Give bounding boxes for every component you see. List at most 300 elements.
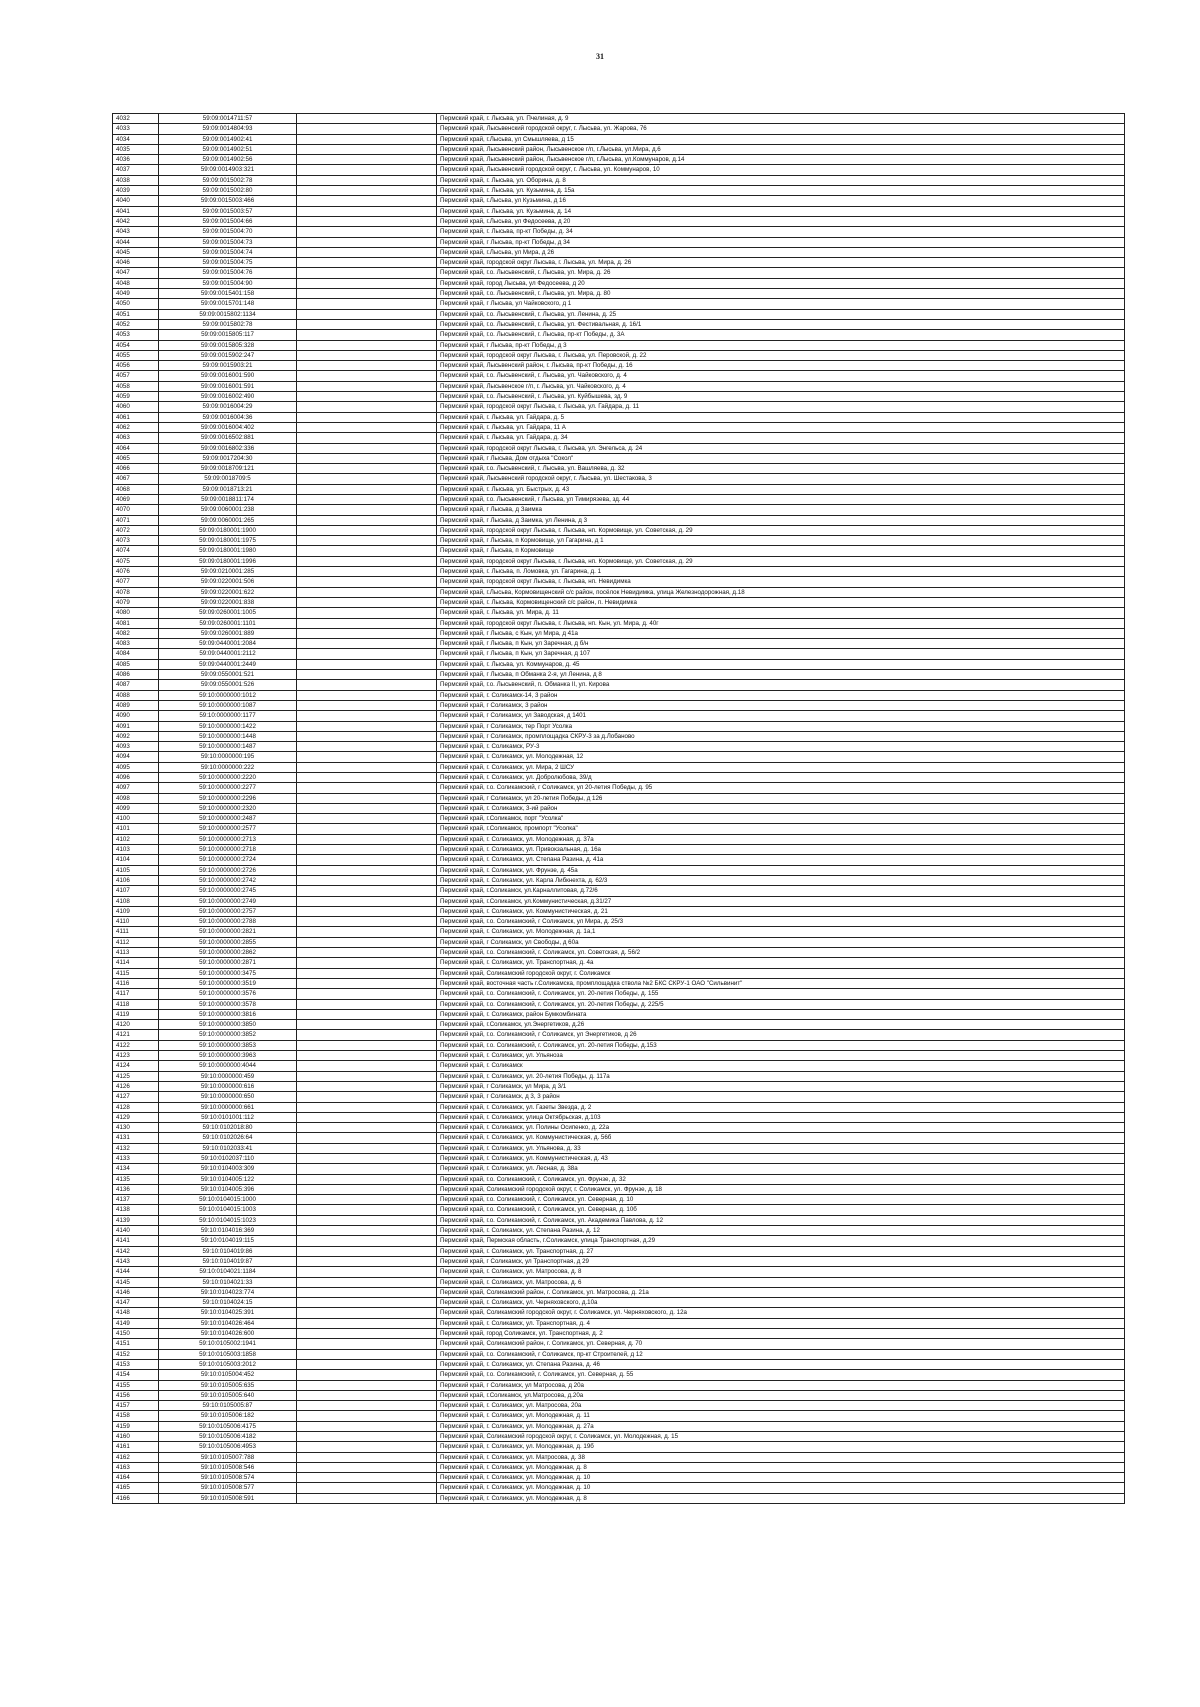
- row-number: 4067: [113, 474, 159, 484]
- address: Пермский край, г. Соликамск, улица Октябрьская, д.103: [437, 1112, 1125, 1122]
- table-row: [113, 896, 1125, 906]
- table-row: [113, 1205, 1125, 1215]
- table-row: [113, 1143, 1125, 1153]
- table-row: [113, 1318, 1125, 1328]
- table-row: [113, 1277, 1125, 1287]
- row-number: 4094: [113, 752, 159, 762]
- address: Пермский край, Лысьвенский район, Лысьвенское г/п, г.Лысьва, ул.Мира, д.6: [437, 144, 1125, 154]
- address: Пермский край, г.Лысьва, ул Смышляева, д 15: [437, 134, 1125, 144]
- row-number: 4071: [113, 515, 159, 525]
- address: Пермский край, г. Лысьва, ул. Оборина, д. 8: [437, 175, 1125, 185]
- address: Пермский край, г. Соликамск-14, 3 район: [437, 690, 1125, 700]
- table-row: [113, 618, 1125, 628]
- cadastral-number: 59:10:0000000:1087: [159, 700, 297, 710]
- row-number: 4158: [113, 1411, 159, 1421]
- table-row: [113, 392, 1125, 402]
- row-number: 4057: [113, 371, 159, 381]
- table-row: [113, 412, 1125, 422]
- cadastral-number: 59:09:0015004:90: [159, 278, 297, 288]
- empty-cell: [297, 1287, 437, 1297]
- table-row: [113, 1195, 1125, 1205]
- address: Пермский край, г. Соликамск, ул. Молодежная, д. 8: [437, 1493, 1125, 1503]
- cadastral-number: 59:10:0000000:1422: [159, 721, 297, 731]
- cadastral-number: 59:09:0016004:36: [159, 412, 297, 422]
- row-number: 4135: [113, 1174, 159, 1184]
- table-row: [113, 1256, 1125, 1266]
- table-row: [113, 1030, 1125, 1040]
- address: Пермский край, г.о. Соликамский, г Соликамск, ул Энергетиков, д 26: [437, 1030, 1125, 1040]
- empty-cell: [297, 515, 437, 525]
- page-number: 31: [596, 52, 604, 61]
- table-row: [113, 783, 1125, 793]
- row-number: 4102: [113, 834, 159, 844]
- cadastral-number: 59:10:0105006:4953: [159, 1442, 297, 1452]
- empty-cell: [297, 1339, 437, 1349]
- empty-cell: [297, 278, 437, 288]
- address: Пермский край, г.о. Соликамский, г. Соликамск, ул. Фрунзе, д. 32: [437, 1174, 1125, 1184]
- address: Пермский край, г. Соликамск, ул. Молодежная, д. 27а: [437, 1421, 1125, 1431]
- cadastral-number: 59:10:0104015:1003: [159, 1205, 297, 1215]
- address: Пермский край, г.Соликамск, ул.Матросова, д.20а: [437, 1390, 1125, 1400]
- empty-cell: [297, 1215, 437, 1225]
- address: Пермский край, г Соликамск, ул 20-летия Победы, д 126: [437, 793, 1125, 803]
- row-number: 4063: [113, 433, 159, 443]
- cadastral-number: 59:09:0180001:1980: [159, 546, 297, 556]
- cadastral-number: 59:10:0000000:3853: [159, 1040, 297, 1050]
- empty-cell: [297, 556, 437, 566]
- empty-cell: [297, 1112, 437, 1122]
- table-row: [113, 989, 1125, 999]
- address: Пермский край, г Лысьва, с Кын, ул Мира, д 41а: [437, 628, 1125, 638]
- address: Пермский край, г.Соликамск, ул.Карналлитовая, д.72/6: [437, 886, 1125, 896]
- empty-cell: [297, 1256, 437, 1266]
- empty-cell: [297, 1483, 437, 1493]
- row-number: 4151: [113, 1339, 159, 1349]
- cadastral-number: 59:10:0105005:87: [159, 1401, 297, 1411]
- empty-cell: [297, 958, 437, 968]
- address: Пермский край, г. Соликамск, ул. Транспортная, д. 4а: [437, 958, 1125, 968]
- table-row: [113, 906, 1125, 916]
- empty-cell: [297, 917, 437, 927]
- cadastral-number: 59:09:0014902:41: [159, 134, 297, 144]
- row-number: 4058: [113, 381, 159, 391]
- address: Пермский край, городской округ Лысьва, г. Лысьва, нп. Невидимка: [437, 577, 1125, 587]
- cadastral-number: 59:10:0000000:2757: [159, 906, 297, 916]
- table-row: [113, 865, 1125, 875]
- address: Пермский край, г. Лысьва, ул. Гайдара, 11 А: [437, 422, 1125, 432]
- address: Пермский край, Соликамский городской округ, г. Соликамск, ул. Молодежная, д. 15: [437, 1432, 1125, 1442]
- address: Пермский край, г.о. Соликамский, г. Соликамск, ул. Северная, д. 55: [437, 1370, 1125, 1380]
- table-row: [113, 855, 1125, 865]
- row-number: 4035: [113, 144, 159, 154]
- address: Пермский край, г. Соликамск, ул. Фрунзе, д. 45а: [437, 865, 1125, 875]
- empty-cell: [297, 412, 437, 422]
- cadastral-number: 59:10:0105008:591: [159, 1493, 297, 1503]
- address: Пермский край, Лысьвенский район, г. Лысьва, пр-кт Победы, д. 16: [437, 361, 1125, 371]
- row-number: 4032: [113, 114, 159, 124]
- cadastral-number: 59:10:0000000:222: [159, 762, 297, 772]
- address: Пермский край, г. Соликамск, ул. Коммунистическая, д. 56б: [437, 1133, 1125, 1143]
- empty-cell: [297, 474, 437, 484]
- address: Пермский край, г. Соликамск: [437, 1061, 1125, 1071]
- cadastral-number: 59:09:0018709:121: [159, 464, 297, 474]
- address: Пермский край, городской округ Лысьва, г. Лысьва, ул. Энгельса, д. 24: [437, 443, 1125, 453]
- address: Пермский край, г Лысьва, п Кын, ул Заречная, д 107: [437, 649, 1125, 659]
- row-number: 4042: [113, 216, 159, 226]
- table-row: [113, 1390, 1125, 1400]
- row-number: 4139: [113, 1215, 159, 1225]
- cadastral-number: 59:09:0014711:57: [159, 114, 297, 124]
- empty-cell: [297, 814, 437, 824]
- table-row: [113, 628, 1125, 638]
- address: Пермский край, г.о. Соликамский, г. Соликамск, ул. Северная, д. 10: [437, 1195, 1125, 1205]
- empty-cell: [297, 783, 437, 793]
- row-number: 4065: [113, 453, 159, 463]
- row-number: 4137: [113, 1195, 159, 1205]
- row-number: 4096: [113, 773, 159, 783]
- row-number: 4051: [113, 309, 159, 319]
- cadastral-number: 59:10:0104019:115: [159, 1236, 297, 1246]
- table-row: [113, 134, 1125, 144]
- row-number: 4160: [113, 1432, 159, 1442]
- address: Пермский край, Соликамский район, г. Соликамск, ул. Матросова, д. 21а: [437, 1287, 1125, 1297]
- empty-cell: [297, 875, 437, 885]
- table-row: [113, 845, 1125, 855]
- cadastral-number: 59:10:0000000:3850: [159, 1020, 297, 1030]
- empty-cell: [297, 1277, 437, 1287]
- empty-cell: [297, 165, 437, 175]
- table-row: [113, 1298, 1125, 1308]
- address: Пермский край, городской округ Лысьва, г. Лысьва, ул. Мира, д. 26: [437, 258, 1125, 268]
- empty-cell: [297, 906, 437, 916]
- row-number: 4064: [113, 443, 159, 453]
- empty-cell: [297, 175, 437, 185]
- empty-cell: [297, 886, 437, 896]
- cadastral-number: 59:10:0104023:774: [159, 1287, 297, 1297]
- empty-cell: [297, 762, 437, 772]
- address: Пермский край, г.о. Лысьвенский, г Лысьва, ул Тимирязева, зд. 44: [437, 494, 1125, 504]
- empty-cell: [297, 392, 437, 402]
- table-row: [113, 608, 1125, 618]
- table-row: [113, 1432, 1125, 1442]
- row-number: 4085: [113, 659, 159, 669]
- cadastral-number: 59:09:0015401:158: [159, 289, 297, 299]
- address: Пермский край, г Соликамск, д 3, 3 район: [437, 1092, 1125, 1102]
- address: Пермский край, г. Лысьва, ул. Мира, д. 11: [437, 608, 1125, 618]
- empty-cell: [297, 443, 437, 453]
- table-row: [113, 268, 1125, 278]
- row-number: 4044: [113, 237, 159, 247]
- table-row: [113, 525, 1125, 535]
- address: Пермский край, городской округ Лысьва, г. Лысьва, нп. Кормовище, ул. Советская, д. 29: [437, 525, 1125, 535]
- address: Пермский край, г.Лысьва, ул Мира, д 26: [437, 247, 1125, 257]
- cadastral-number: 59:10:0000000:2277: [159, 783, 297, 793]
- cadastral-number: 59:10:0104019:86: [159, 1246, 297, 1256]
- empty-cell: [297, 494, 437, 504]
- address: Пермский край, г. Лысьва, пр-кт Победы, д. 34: [437, 227, 1125, 237]
- empty-cell: [297, 237, 437, 247]
- table-row: [113, 711, 1125, 721]
- cadastral-number: 59:10:0104003:309: [159, 1164, 297, 1174]
- cadastral-number: 59:09:0015004:66: [159, 216, 297, 226]
- cadastral-number: 59:09:0015802:78: [159, 319, 297, 329]
- empty-cell: [297, 1370, 437, 1380]
- address: Пермский край, городской округ Лысьва, г. Лысьва, ул. Гайдара, д. 11: [437, 402, 1125, 412]
- address: Пермский край, г Лысьва, пр-кт Победы, д 34: [437, 237, 1125, 247]
- table-row: [113, 1442, 1125, 1452]
- cadastral-number: 59:10:0000000:2862: [159, 948, 297, 958]
- address: Пермский край, г. Соликамск, ул. Молодежная, д. 10: [437, 1473, 1125, 1483]
- table-row: [113, 114, 1125, 124]
- cadastral-number: 59:10:0000000:3816: [159, 1009, 297, 1019]
- empty-cell: [297, 824, 437, 834]
- table-row: [113, 1102, 1125, 1112]
- cadastral-number: 59:10:0000000:2487: [159, 814, 297, 824]
- empty-cell: [297, 1390, 437, 1400]
- cadastral-number: 59:09:0220001:506: [159, 577, 297, 587]
- address: Пермский край, г Лысьва, п Кын, ул Заречная, д б/н: [437, 639, 1125, 649]
- cadastral-number: 59:09:0015802:1134: [159, 309, 297, 319]
- table-row: [113, 443, 1125, 453]
- cadastral-number: 59:10:0000000:2577: [159, 824, 297, 834]
- row-number: 4103: [113, 845, 159, 855]
- address: Пермский край, г. Лысьва, ул. Кузьмина, д. 15а: [437, 186, 1125, 196]
- cadastral-number: 59:10:0000000:2745: [159, 886, 297, 896]
- address: Пермский край, г. Соликамск, ул. Черняховского, д.10а: [437, 1298, 1125, 1308]
- cadastral-number: 59:09:0014903:321: [159, 165, 297, 175]
- table-row: [113, 1184, 1125, 1194]
- row-number: 4074: [113, 546, 159, 556]
- address: Пермский край, г Соликамск, ул Матросова, д 20а: [437, 1380, 1125, 1390]
- address: Пермский край, г Лысьва, Дом отдыха "Сокол": [437, 453, 1125, 463]
- empty-cell: [297, 1246, 437, 1256]
- empty-cell: [297, 1318, 437, 1328]
- address: Пермский край, г Соликамск, промплощадка СКРУ-3 за д.Лобаново: [437, 731, 1125, 741]
- table-row: [113, 1359, 1125, 1369]
- address: Пермский край, г. Соликамск, ул. Ульянова, д. 33: [437, 1143, 1125, 1153]
- address: Пермский край, г. Лысьва, ул. Быстрых, д. 43: [437, 484, 1125, 494]
- address: Пермский край, Лысьвенское г/п, г. Лысьва, ул. Чайковского, д. 4: [437, 381, 1125, 391]
- table-row: [113, 814, 1125, 824]
- empty-cell: [297, 206, 437, 216]
- address: Пермский край, г Соликамск, 3 район: [437, 700, 1125, 710]
- cadastral-number: 59:10:0000000:1487: [159, 742, 297, 752]
- table-row: [113, 721, 1125, 731]
- cadastral-number: 59:10:0105002:1941: [159, 1339, 297, 1349]
- table-row: [113, 639, 1125, 649]
- row-number: 4115: [113, 968, 159, 978]
- address: Пермский край, г. Лысьва, ул. Гайдара, д. 5: [437, 412, 1125, 422]
- address: Пермский край, г.о. Соликамский, г Соликамск, ул 20-летия Победы, д. 95: [437, 783, 1125, 793]
- empty-cell: [297, 340, 437, 350]
- table-row: [113, 762, 1125, 772]
- empty-cell: [297, 948, 437, 958]
- row-number: 4047: [113, 268, 159, 278]
- table-row: [113, 1493, 1125, 1503]
- address: Пермский край, г Соликамск, ул Свободы, д 60а: [437, 937, 1125, 947]
- address: Пермский край, Соликамский городской округ, г. Соликамск, ул. Черняховского, д. 12а: [437, 1308, 1125, 1318]
- row-number: 4041: [113, 206, 159, 216]
- cadastral-number: 59:10:0104015:1000: [159, 1195, 297, 1205]
- table-row: [113, 577, 1125, 587]
- table-row: [113, 670, 1125, 680]
- cadastral-number: 59:09:0220001:838: [159, 597, 297, 607]
- empty-cell: [297, 659, 437, 669]
- row-number: 4161: [113, 1442, 159, 1452]
- table-body: [113, 114, 1125, 1504]
- table-row: [113, 773, 1125, 783]
- row-number: 4052: [113, 319, 159, 329]
- table-row: [113, 824, 1125, 834]
- empty-cell: [297, 144, 437, 154]
- address: Пермский край, город Соликамск, ул. Транспортная, д. 2: [437, 1329, 1125, 1339]
- empty-cell: [297, 680, 437, 690]
- table-row: [113, 1215, 1125, 1225]
- empty-cell: [297, 834, 437, 844]
- cadastral-number: 59:10:0000000:2821: [159, 927, 297, 937]
- row-number: 4050: [113, 299, 159, 309]
- row-number: 4105: [113, 865, 159, 875]
- row-number: 4113: [113, 948, 159, 958]
- cadastral-number: 59:10:0000000:2220: [159, 773, 297, 783]
- empty-cell: [297, 1226, 437, 1236]
- address: Пермский край, городской округ Лысьва, г. Лысьва, ул. Перовской, д. 22: [437, 350, 1125, 360]
- empty-cell: [297, 1040, 437, 1050]
- row-number: 4036: [113, 155, 159, 165]
- empty-cell: [297, 670, 437, 680]
- empty-cell: [297, 1143, 437, 1153]
- address: Пермский край, г. Соликамск, ул. Карла Либкнехта, д. 62/3: [437, 875, 1125, 885]
- table-row: [113, 494, 1125, 504]
- address: Пермский край, г. Соликамск, ул. Молодежная, д. 11: [437, 1411, 1125, 1421]
- row-number: 4131: [113, 1133, 159, 1143]
- table-row: [113, 216, 1125, 226]
- row-number: 4046: [113, 258, 159, 268]
- address: Пермский край, г. Соликамск, район Бумкомбината: [437, 1009, 1125, 1019]
- empty-cell: [297, 721, 437, 731]
- empty-cell: [297, 999, 437, 1009]
- cadastral-number: 59:10:0000000:2855: [159, 937, 297, 947]
- row-number: 4128: [113, 1102, 159, 1112]
- empty-cell: [297, 649, 437, 659]
- table-row: [113, 330, 1125, 340]
- address: Пермский край, г. Соликамск, ул. 20-летия Победы, д. 117а: [437, 1071, 1125, 1081]
- row-number: 4127: [113, 1092, 159, 1102]
- row-number: 4066: [113, 464, 159, 474]
- cadastral-number: 59:09:0016002:490: [159, 392, 297, 402]
- row-number: 4053: [113, 330, 159, 340]
- table-row: [113, 917, 1125, 927]
- address: Пермский край, г.о. Лысьвенский, г. Лысьва, пр-кт Победы, д. 3А: [437, 330, 1125, 340]
- row-number: 4077: [113, 577, 159, 587]
- cadastral-number: 59:10:0102018:80: [159, 1123, 297, 1133]
- empty-cell: [297, 196, 437, 206]
- cadastral-number: 59:09:0015805:117: [159, 330, 297, 340]
- address: Пермский край, г. Соликамск, ул. Матросова, д. 38: [437, 1452, 1125, 1462]
- empty-cell: [297, 1081, 437, 1091]
- cadastral-number: 59:09:0016502:881: [159, 433, 297, 443]
- cadastral-number: 59:10:0000000:4044: [159, 1061, 297, 1071]
- empty-cell: [297, 536, 437, 546]
- address: Пермский край, г.о. Соликамский, г. Соликамск, ул. Академика Павлова, д. 12: [437, 1215, 1125, 1225]
- empty-cell: [297, 1411, 437, 1421]
- table-row: [113, 1123, 1125, 1133]
- row-number: 4033: [113, 124, 159, 134]
- table-row: [113, 1339, 1125, 1349]
- cadastral-number: 59:09:0550001:526: [159, 680, 297, 690]
- cadastral-number: 59:10:0000000:459: [159, 1071, 297, 1081]
- address: Пермский край, г Соликамск, ул Заводская, д 1401: [437, 711, 1125, 721]
- empty-cell: [297, 968, 437, 978]
- address: Пермский край, г. Соликамск, 3-ий район: [437, 803, 1125, 813]
- empty-cell: [297, 319, 437, 329]
- empty-cell: [297, 1432, 437, 1442]
- cadastral-number: 59:09:0015004:74: [159, 247, 297, 257]
- empty-cell: [297, 711, 437, 721]
- row-number: 4163: [113, 1462, 159, 1472]
- row-number: 4084: [113, 649, 159, 659]
- table-row: [113, 834, 1125, 844]
- cadastral-number: 59:10:0000000:2296: [159, 793, 297, 803]
- cadastral-number: 59:10:0000000:2713: [159, 834, 297, 844]
- cadastral-number: 59:09:0016001:590: [159, 371, 297, 381]
- empty-cell: [297, 350, 437, 360]
- address: Пермский край, г. Соликамск, ул. Степана Разина, д. 12: [437, 1226, 1125, 1236]
- cadastral-number: 59:10:0000000:3852: [159, 1030, 297, 1040]
- empty-cell: [297, 1298, 437, 1308]
- address: Пермский край, г Лысьва, пр-кт Победы, д 3: [437, 340, 1125, 350]
- table-row: [113, 474, 1125, 484]
- cadastral-number: 59:10:0000000:616: [159, 1081, 297, 1091]
- table-row: [113, 597, 1125, 607]
- table-row: [113, 958, 1125, 968]
- cadastral-number: 59:10:0000000:1448: [159, 731, 297, 741]
- table-row: [113, 752, 1125, 762]
- row-number: 4124: [113, 1061, 159, 1071]
- address: Пермский край, Соликамский городской округ, г. Соликамск, ул. Фрунзе, д. 18: [437, 1184, 1125, 1194]
- row-number: 4164: [113, 1473, 159, 1483]
- empty-cell: [297, 525, 437, 535]
- address: Пермский край, г. Лысьва, ул. Коммунаров, д. 45: [437, 659, 1125, 669]
- empty-cell: [297, 1123, 437, 1133]
- cadastral-number: 59:10:0104005:122: [159, 1174, 297, 1184]
- row-number: 4121: [113, 1030, 159, 1040]
- empty-cell: [297, 1401, 437, 1411]
- empty-cell: [297, 690, 437, 700]
- empty-cell: [297, 114, 437, 124]
- address: Пермский край, г.о. Лысьвенский, г. Лысьва, ул. Мира, д. 80: [437, 289, 1125, 299]
- table-row: [113, 1380, 1125, 1390]
- empty-cell: [297, 361, 437, 371]
- row-number: 4070: [113, 505, 159, 515]
- cadastral-number: 59:09:0016001:591: [159, 381, 297, 391]
- table-row: [113, 505, 1125, 515]
- row-number: 4120: [113, 1020, 159, 1030]
- row-number: 4117: [113, 989, 159, 999]
- cadastral-number: 59:09:0014804:93: [159, 124, 297, 134]
- cadastral-number: 59:09:0015004:73: [159, 237, 297, 247]
- address: Пермский край, г. Соликамск, ул. Ульяноза: [437, 1051, 1125, 1061]
- row-number: 4048: [113, 278, 159, 288]
- row-number: 4129: [113, 1112, 159, 1122]
- row-number: 4040: [113, 196, 159, 206]
- cadastral-number: 59:10:0105008:574: [159, 1473, 297, 1483]
- table-row: [113, 1483, 1125, 1493]
- address: Пермский край, г. Лысьва, ул. Гайдара, д. 34: [437, 433, 1125, 443]
- row-number: 4039: [113, 186, 159, 196]
- cadastral-number: 59:09:0016802:336: [159, 443, 297, 453]
- address: Пермский край, г.о. Соликамский, г. Соликамск, ул. 20-летия Победы, д. 155: [437, 989, 1125, 999]
